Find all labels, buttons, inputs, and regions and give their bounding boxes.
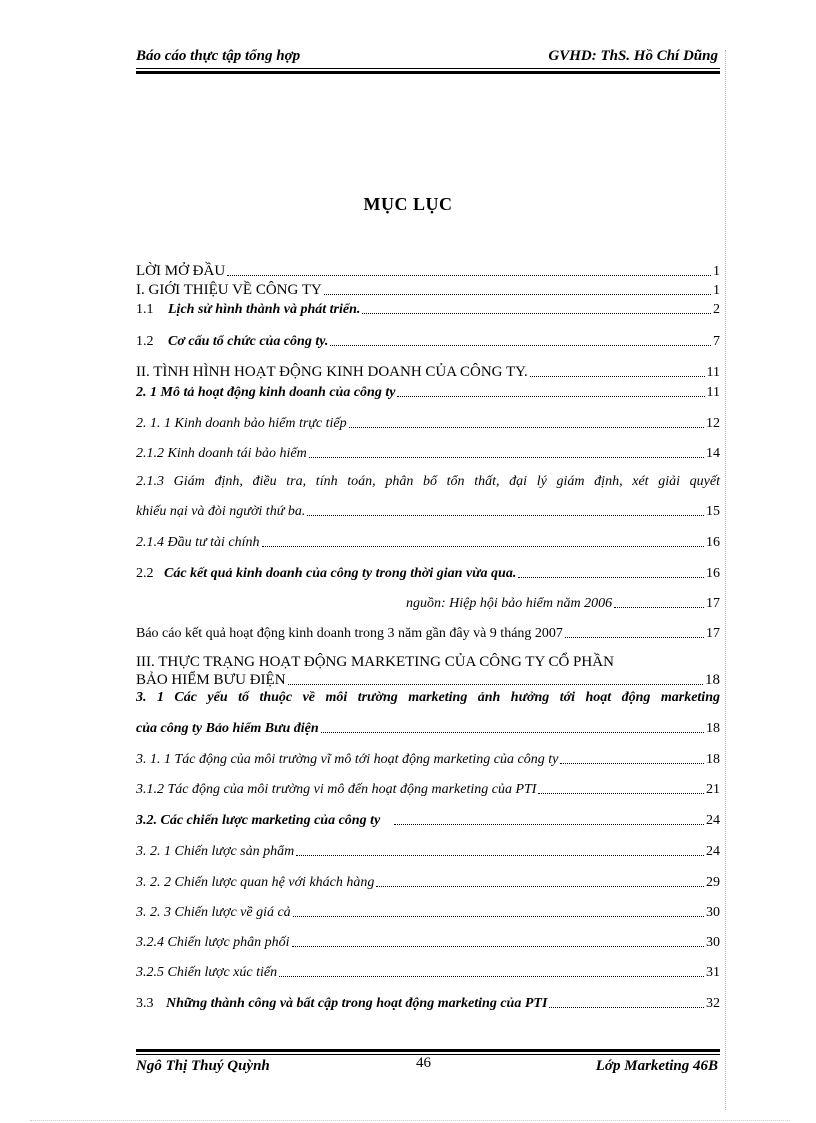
toc-entry-text: 3. 1. 1 Tác động của môi trường vĩ mô tới hoạt động marketing của công ty	[136, 752, 559, 767]
toc-entry-text: 2.1.4 Đầu tư tài chính	[136, 535, 260, 550]
toc-entry[interactable]	[136, 442, 720, 462]
toc-entry[interactable]	[136, 992, 720, 1012]
toc-entry-page: 30	[706, 905, 720, 920]
toc-entry-wrap[interactable]: 3. 1 Các yếu tố thuộc về môi trường marketing ảnh hưởng tới hoạt động marketing	[136, 690, 720, 705]
toc-entry[interactable]	[136, 778, 720, 798]
toc-entry-page: 1	[713, 283, 720, 298]
page-header	[136, 48, 718, 68]
toc-entry-num: 1.1	[136, 302, 154, 317]
toc-entry-page: 18	[705, 672, 720, 688]
header-right: GVHD: ThS. Hồ Chí Dũng	[548, 48, 718, 64]
toc-entry-text: nguồn: Hiệp hội bảo hiểm năm 2006	[406, 596, 613, 611]
toc-entry[interactable]	[136, 562, 720, 582]
toc-entry-text: II. TÌNH HÌNH HOẠT ĐỘNG KINH DOANH CỦA CÔNG TY.	[136, 364, 528, 380]
page-number: 46	[416, 1055, 431, 1071]
toc-entry[interactable]	[136, 412, 720, 432]
toc-entry-page: 11	[706, 365, 720, 380]
toc-entry[interactable]	[136, 500, 720, 520]
toc-entry-text: 2. 1. 1 Kinh doanh bảo hiểm trực tiếp	[136, 416, 347, 431]
toc-entry-page: 32	[706, 996, 720, 1011]
toc-entry-text: 3. 2. 2 Chiến lược quan hệ với khách hàng	[136, 875, 375, 890]
toc-entry[interactable]	[136, 748, 720, 768]
toc-entry[interactable]	[136, 279, 720, 299]
toc-entry[interactable]	[136, 961, 720, 981]
toc-entry-text: Những thành công và bất cập trong hoạt động marketing của PTI	[166, 996, 548, 1011]
toc-entry-page: 31	[706, 965, 720, 980]
toc-entry[interactable]	[136, 651, 720, 671]
toc-entry[interactable]	[136, 669, 720, 689]
toc-entry[interactable]	[136, 330, 720, 350]
toc-entry[interactable]	[136, 931, 720, 951]
toc-entry-page: 17	[706, 596, 720, 611]
toc-entry-page: 16	[706, 566, 720, 581]
toc-entry[interactable]	[136, 592, 720, 612]
toc-entry[interactable]	[136, 840, 720, 860]
toc-entry-text: Lịch sử hình thành và phát triển.	[168, 302, 361, 317]
toc-entry-text: khiếu nại và đòi người thứ ba.	[136, 504, 306, 519]
toc-entry[interactable]	[136, 298, 720, 318]
toc-entry-page: 30	[706, 935, 720, 950]
page-shadow-bottom	[30, 1120, 790, 1121]
header-rule-thin	[136, 68, 720, 69]
toc-entry-text: 3.1.2 Tác động của môi trường vi mô đến hoạt động marketing của PTI	[136, 782, 537, 797]
toc-entry[interactable]	[136, 809, 720, 829]
footer-right: Lớp Marketing 46B	[595, 1058, 718, 1074]
toc-entry[interactable]	[136, 361, 720, 381]
toc-entry-page: 24	[706, 844, 720, 859]
toc-entry-page: 29	[706, 875, 720, 890]
toc-entry[interactable]	[136, 381, 720, 401]
toc-entry-text: 2. 1 Mô tả hoạt động kinh doanh của công ty	[136, 385, 396, 400]
toc-entry-text: III. THỰC TRẠNG HOẠT ĐỘNG MARKETING CỦA CÔNG TY CỔ PHẦN	[136, 654, 614, 670]
toc-entry-page: 15	[706, 504, 720, 519]
toc-entry-text: 3. 2. 3 Chiến lược về giá cả	[136, 905, 291, 920]
page-footer	[136, 1055, 718, 1078]
toc-entry-text: của công ty Bảo hiểm Bưu điện	[136, 721, 319, 736]
header-left: Báo cáo thực tập tổng hợp	[136, 48, 301, 64]
toc-entry[interactable]	[136, 871, 720, 891]
toc-entry[interactable]	[136, 901, 720, 921]
toc-entry-text: 2.1.2 Kinh doanh tái bảo hiểm	[136, 446, 307, 461]
toc-entry-text: Cơ cấu tổ chức của công ty.	[168, 334, 329, 349]
toc-entry-page: 1	[713, 264, 720, 279]
toc-entry-page: 24	[706, 813, 720, 828]
toc-entry-page: 12	[706, 416, 720, 431]
toc-entry-page: 11	[706, 385, 720, 400]
toc-entry-text: Báo cáo kết quả hoạt động kinh doanh trong 3 năm gần đây và 9 tháng 2007	[136, 626, 563, 641]
footer-rule-thick	[136, 1049, 720, 1052]
header-rule-thick	[136, 71, 720, 74]
toc-entry-text: 3.2. Các chiến lược marketing của công ty	[136, 813, 381, 828]
toc-entry-num: 3.3	[136, 996, 154, 1011]
toc-entry[interactable]	[136, 260, 720, 280]
toc-entry-text: 3.2.5 Chiến lược xúc tiến	[136, 965, 278, 980]
toc-entry-text: Các kết quả kinh doanh của công ty trong thời gian vừa qua.	[164, 566, 517, 581]
toc-entry-text: BẢO HIỂM BƯU ĐIỆN	[136, 672, 286, 688]
toc-entry-text: 3.2.4 Chiến lược phân phối	[136, 935, 290, 950]
toc-entry-page: 7	[713, 334, 720, 349]
toc-entry-text: LỜI MỞ ĐẦU	[136, 263, 226, 279]
page-title: MỤC LỤC	[363, 194, 453, 214]
toc-entry-text: I. GIỚI THIỆU VỀ CÔNG TY	[136, 282, 322, 298]
toc-entry[interactable]	[136, 717, 720, 737]
toc-entry-page: 2	[713, 302, 720, 317]
toc-entry-page: 18	[706, 752, 720, 767]
footer-left: Ngô Thị Thuý Quỳnh	[136, 1058, 270, 1074]
toc-entry[interactable]	[136, 531, 720, 551]
toc-entry-num: 2.2	[136, 566, 154, 581]
toc-entry-wrap[interactable]: 2.1.3 Giám định, điều tra, tính toán, phân bổ tổn thất, đại lý giám định, xét giải quyết	[136, 474, 720, 489]
toc-entry-page: 17	[706, 626, 720, 641]
toc-entry-page: 21	[706, 782, 720, 797]
toc-entry-text: 3. 2. 1 Chiến lược sản phẩm	[136, 844, 295, 859]
toc-entry-page: 18	[706, 721, 720, 736]
toc-entry-page: 16	[706, 535, 720, 550]
toc-entry[interactable]	[136, 622, 720, 642]
toc-entry-num: 1.2	[136, 334, 154, 349]
toc-entry-page: 14	[706, 446, 720, 461]
